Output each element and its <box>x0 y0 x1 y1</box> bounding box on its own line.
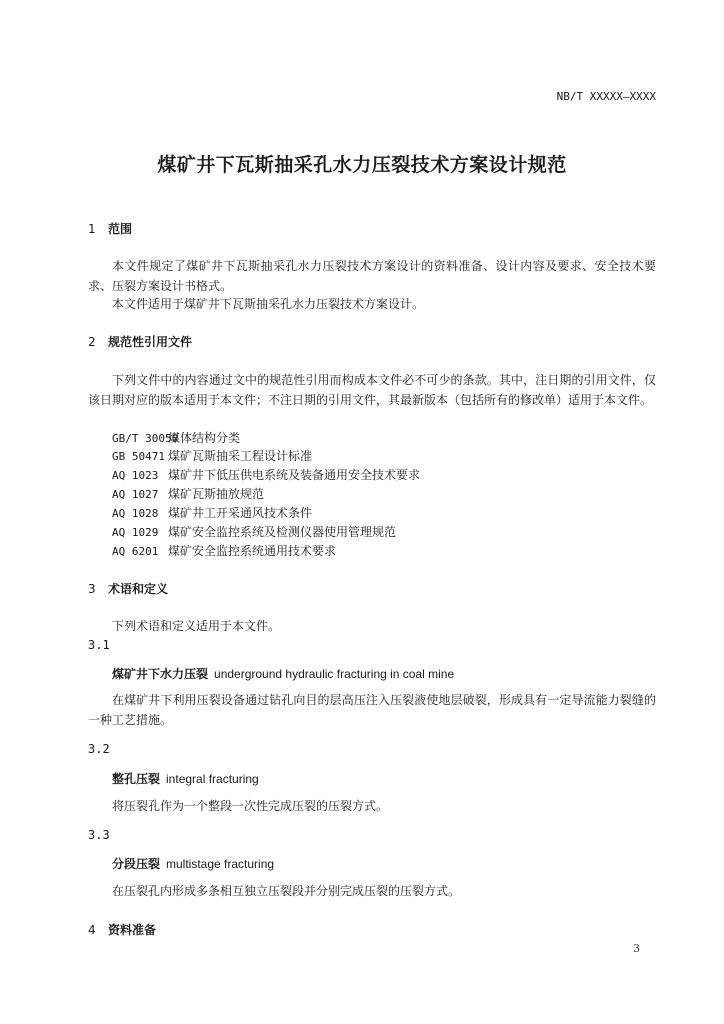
section-number: 3 <box>88 582 96 596</box>
reference-code: GB/T 30050 <box>112 432 179 445</box>
section-number: 4 <box>88 923 96 937</box>
clause-number: 3.3 <box>88 828 110 842</box>
section-heading-1 <box>88 220 132 237</box>
reference-code: AQ 6201 <box>112 545 159 558</box>
term-definition: 在煤矿井下利用压裂设备通过钻孔向目的层高压注入压裂液使地层破裂，形成具有一定导流能力裂缝的一种工艺措施。 <box>88 693 656 727</box>
reference-code: AQ 1027 <box>112 488 159 501</box>
reference-code: GB 50471 <box>112 450 165 463</box>
term-entry <box>112 665 454 682</box>
reference-name: 煤矿井工开采通风技术条件 <box>168 506 313 520</box>
term-entry <box>112 855 274 872</box>
term-en: multistage fracturing <box>166 857 275 871</box>
paragraph: 本文件规定了煤矿井下瓦斯抽采孔水力压裂技术方案设计的资料准备、设计内容及要求、安全技术要求、压裂方案设计书格式。 <box>88 259 656 293</box>
section-number: 1 <box>88 222 96 236</box>
page-number: 3 <box>633 942 640 955</box>
document-number: NB/T XXXXX—XXXX <box>556 90 656 103</box>
reference-code: AQ 1028 <box>112 507 159 520</box>
section-heading-4 <box>88 921 156 938</box>
section-title: 术语和定义 <box>108 582 169 596</box>
term-zh: 整孔压裂 <box>112 772 161 786</box>
reference-item <box>112 484 264 505</box>
reference-item <box>112 465 420 486</box>
clause-number: 3.2 <box>88 742 110 756</box>
paragraph: 本文件适用于煤矿井下瓦斯抽采孔水力压裂技术方案设计。 <box>112 297 425 311</box>
reference-name: 煤矿安全监控系统通用技术要求 <box>168 544 337 558</box>
reference-item <box>112 446 312 467</box>
document-title: 煤矿井下瓦斯抽采孔水力压裂技术方案设计规范 <box>157 154 567 176</box>
paragraph: 下列文件中的内容通过文中的规范性引用而构成本文件必不可少的条款。其中，注日期的引用文件，仅该日期对应的版本适用于本文件；不注日期的引用文件，其最新版本（包括所有的修改单）适用于本文件。 <box>88 373 656 407</box>
section-number: 2 <box>88 335 96 349</box>
section-title: 资料准备 <box>108 923 157 937</box>
term-en: underground hydraulic fracturing in coal mine <box>214 667 455 681</box>
reference-item <box>112 522 396 543</box>
reference-item <box>112 503 312 524</box>
paragraph: 下列术语和定义适用于本文件。 <box>112 619 281 633</box>
term-entry <box>112 770 259 787</box>
section-title: 范围 <box>108 222 133 236</box>
term-zh: 分段压裂 <box>112 857 161 871</box>
section-heading-3 <box>88 580 168 597</box>
term-definition: 将压裂孔作为一个整段一次性完成压裂的压裂方式。 <box>112 799 389 813</box>
reference-name: 煤矿瓦斯抽放规范 <box>168 487 265 501</box>
section-title: 规范性引用文件 <box>108 335 193 349</box>
reference-name: 煤矿安全监控系统及检测仪器使用管理规范 <box>168 525 397 539</box>
clause-number: 3.1 <box>88 638 110 652</box>
term-en: integral fracturing <box>166 772 259 786</box>
reference-code: AQ 1023 <box>112 469 159 482</box>
section-heading-2 <box>88 333 192 350</box>
reference-name: 煤矿瓦斯抽采工程设计标准 <box>168 449 313 463</box>
reference-code: AQ 1029 <box>112 526 159 539</box>
reference-item <box>112 541 336 562</box>
term-zh: 煤矿井下水力压裂 <box>112 667 209 681</box>
term-definition: 在压裂孔内形成多条相互独立压裂段并分别完成压裂的压裂方式。 <box>112 884 461 898</box>
reference-name: 煤体结构分类 <box>168 431 241 445</box>
reference-name: 煤矿井下低压供电系统及装备通用安全技术要求 <box>168 468 421 482</box>
